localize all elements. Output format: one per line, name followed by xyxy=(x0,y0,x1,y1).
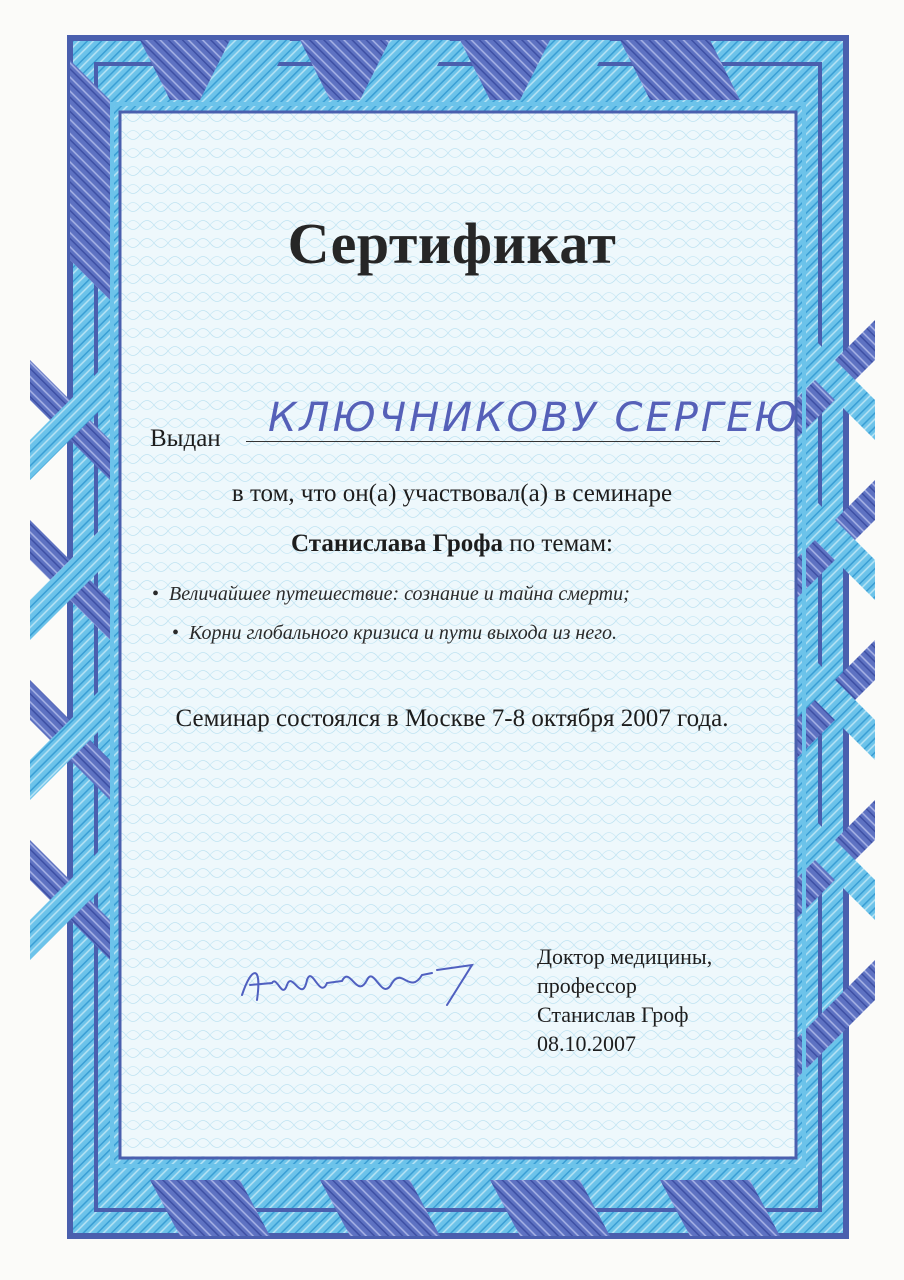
bullet-icon: • xyxy=(172,622,180,644)
intro-text: в том, что он(а) участвовал(а) в семинаре xyxy=(231,480,673,507)
topic-text: Корни глобального кризиса и пути выхода из него. xyxy=(189,622,618,644)
top-braid-light xyxy=(200,40,610,100)
bullet-icon: • xyxy=(152,583,160,605)
recipient-underline xyxy=(246,441,720,442)
issued-label: Выдан xyxy=(150,425,221,452)
certificate-title: Сертификат xyxy=(287,211,617,276)
author-name: Станислава Грофа xyxy=(291,530,504,557)
topic-item xyxy=(152,583,630,606)
handwritten-signature xyxy=(232,955,492,1015)
topic-item xyxy=(172,622,617,645)
seminar-info: Семинар состоялся в Москве 7-8 октября 2007 года. xyxy=(175,705,729,732)
signer-name: Станислав Гроф xyxy=(537,1002,689,1027)
author-line xyxy=(120,530,784,558)
signer-date: 08.10.2007 xyxy=(537,1031,636,1056)
signer-position: профессор xyxy=(537,973,637,998)
topic-text: Величайшее путешествие: сознание и тайна смерти; xyxy=(169,583,630,605)
signer-degree: Доктор медицины, xyxy=(537,944,713,969)
recipient-handwritten-name: КЛЮЧНИКОВУ СЕРГЕЮ xyxy=(268,395,801,441)
signer-block xyxy=(537,942,712,1058)
author-suffix: по темам: xyxy=(509,530,613,557)
